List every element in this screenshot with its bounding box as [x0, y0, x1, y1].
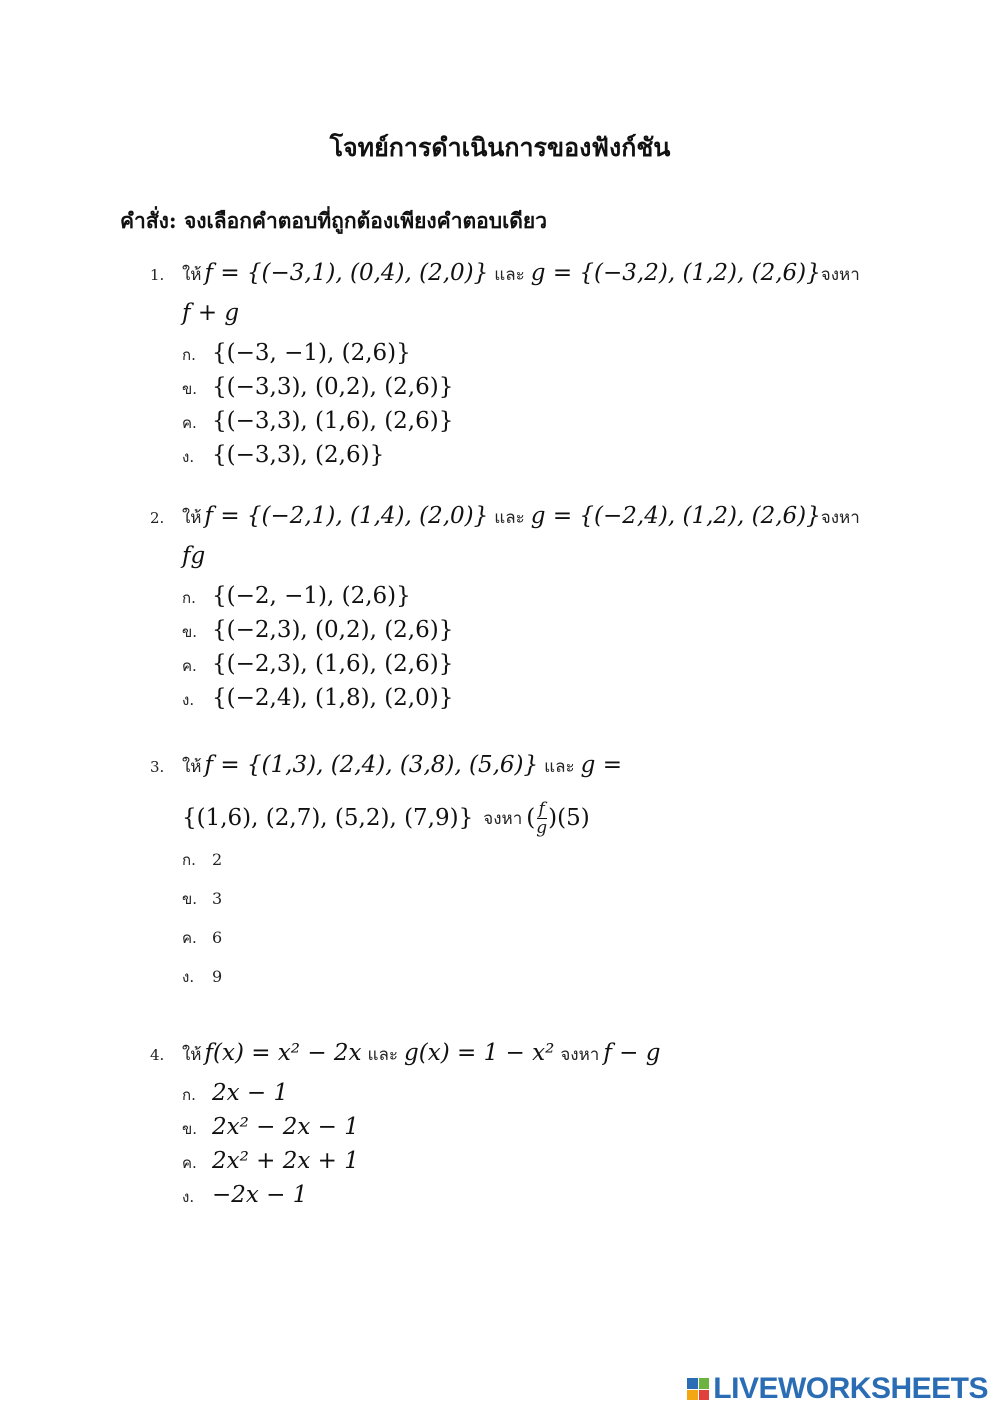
and-word: และ [494, 265, 525, 285]
option-b[interactable] [150, 374, 870, 408]
option-label: ก. [182, 1086, 196, 1104]
logo-square-green [699, 1378, 710, 1389]
option-value: 3 [212, 889, 223, 908]
g-definition: g(x) = 1 − x² [404, 1040, 555, 1066]
close-paren: ) [548, 805, 558, 831]
option-d[interactable] [150, 965, 870, 1004]
option-value: 2x − 1 [212, 1080, 289, 1106]
option-value: 2x² + 2x + 1 [212, 1148, 359, 1174]
option-d[interactable] [150, 1182, 870, 1216]
option-value: {(−2,3), (0,2), (2,6)} [212, 617, 454, 643]
question-number: 3. [150, 758, 165, 776]
option-label: ข. [182, 380, 198, 398]
f-definition: f(x) = x² − 2x [204, 1040, 362, 1066]
page-title: โจทย์การดำเนินการของฟังก์ชัน [329, 133, 671, 162]
option-value: {(−3,3), (0,2), (2,6)} [212, 374, 454, 400]
logo-square-red [699, 1390, 710, 1401]
give-word: ให้ [182, 265, 202, 285]
find-word: จงหา [560, 1045, 600, 1065]
open-paren: ( [526, 805, 536, 831]
option-b[interactable] [150, 1114, 870, 1148]
g-definition-rest: {(1,6), (2,7), (5,2), (7,9)} [182, 805, 474, 831]
option-value: 6 [212, 928, 223, 947]
option-label: ข. [182, 1120, 198, 1138]
g-definition: g = {(−2,4), (1,2), (2,6)} [530, 503, 821, 529]
find-word: จงหา [820, 265, 860, 285]
give-word: ให้ [182, 757, 202, 777]
question-target: f + g [182, 300, 240, 326]
option-c[interactable] [150, 651, 870, 685]
option-value: −2x − 1 [212, 1182, 308, 1208]
instruction: คำสั่ง: จงเลือกคำตอบที่ถูกต้องเพียงคำตอบเดียว [120, 208, 548, 233]
find-word: จงหา [483, 808, 523, 829]
give-word: ให้ [182, 1045, 202, 1065]
option-value: 2x² − 2x − 1 [212, 1114, 359, 1140]
question-target: fg [182, 543, 206, 569]
and-word: และ [544, 757, 575, 777]
logo-text: LIVEWORKSHEETS [713, 1372, 988, 1405]
and-word: และ [367, 1045, 399, 1065]
option-label: ค. [182, 1154, 197, 1172]
liveworksheets-logo[interactable] [687, 1372, 988, 1406]
option-value: 2 [212, 850, 223, 869]
option-label: ง. [182, 448, 195, 466]
question-target-tail: (5) [557, 805, 590, 831]
option-a[interactable] [150, 848, 870, 887]
g-definition-start: g = [580, 752, 622, 778]
option-c[interactable] [150, 1148, 870, 1182]
option-value: {(−3,3), (1,6), (2,6)} [212, 408, 454, 434]
f-definition: f = {(−2,1), (1,4), (2,0)} [204, 503, 489, 529]
option-value: {(−2, −1), (2,6)} [212, 583, 411, 609]
logo-square-blue [687, 1378, 698, 1389]
option-label: ข. [182, 890, 198, 908]
fraction-f-over-g [536, 800, 547, 837]
option-value: {(−3,3), (2,6)} [212, 442, 385, 468]
question-4 [150, 1040, 870, 1216]
question-1 [150, 260, 870, 476]
find-word: จงหา [820, 508, 860, 528]
option-b[interactable] [150, 887, 870, 926]
option-label: ค. [182, 657, 197, 675]
option-value: {(−2,3), (1,6), (2,6)} [212, 651, 454, 677]
option-a[interactable] [150, 583, 870, 617]
question-2 [150, 503, 870, 719]
option-label: ง. [182, 691, 195, 709]
option-label: ก. [182, 589, 196, 607]
and-word: และ [494, 508, 525, 528]
option-label: ก. [182, 346, 196, 364]
f-definition: f = {(1,3), (2,4), (3,8), (5,6)} [204, 752, 539, 778]
f-definition: f = {(−3,1), (0,4), (2,0)} [204, 260, 489, 286]
option-c[interactable] [150, 926, 870, 965]
question-number: 4. [150, 1046, 165, 1064]
question-number: 2. [150, 509, 165, 527]
option-label: ค. [182, 414, 197, 432]
question-3 [150, 752, 870, 1004]
option-a[interactable] [150, 1080, 870, 1114]
option-b[interactable] [150, 617, 870, 651]
option-value: {(−3, −1), (2,6)} [212, 340, 411, 366]
option-d[interactable] [150, 685, 870, 719]
option-value: 9 [212, 967, 223, 986]
question-target: f − g [603, 1040, 661, 1066]
g-definition: g = {(−3,2), (1,2), (2,6)} [530, 260, 821, 286]
option-c[interactable] [150, 408, 870, 442]
liveworksheets-logo-icon [687, 1378, 709, 1400]
option-label: ก. [182, 851, 196, 869]
question-number: 1. [150, 266, 165, 284]
option-label: ค. [182, 929, 197, 947]
logo-square-orange [687, 1390, 698, 1401]
option-label: ง. [182, 968, 195, 986]
fraction-numerator: f [538, 798, 545, 819]
option-a[interactable] [150, 340, 870, 374]
option-label: ข. [182, 623, 198, 641]
option-value: {(−2,4), (1,8), (2,0)} [212, 685, 454, 711]
option-d[interactable] [150, 442, 870, 476]
fraction-denominator: g [536, 817, 548, 838]
option-label: ง. [182, 1188, 195, 1206]
give-word: ให้ [182, 508, 202, 528]
